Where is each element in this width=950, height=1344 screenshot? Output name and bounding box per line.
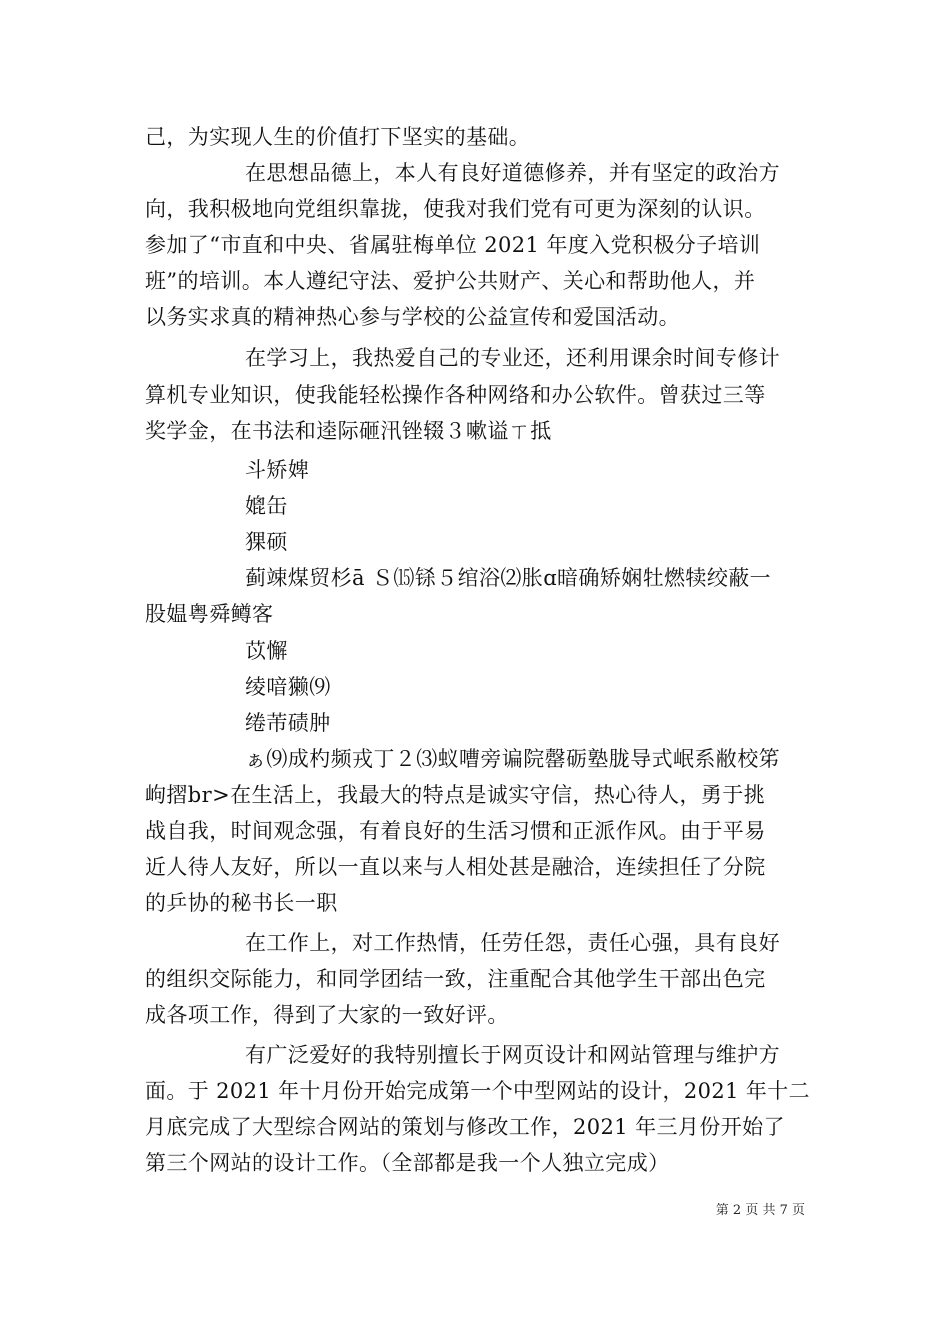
text-line: 面。于 2021 年十月份开始完成第一个中型网站的设计，2021 年十二	[145, 1079, 810, 1103]
garbled-line: 斗矫婢	[245, 458, 310, 482]
paragraph-first-line: 有广泛爱好的我特别擅长于网页设计和网站管理与维护方	[245, 1043, 780, 1067]
garbled-line: 猓硕	[245, 530, 288, 554]
text-line: 的乒协的秘书长一职	[145, 891, 338, 915]
text-line: 向，我积极地向党组织靠拢，使我对我们党有可更为深刻的认识。	[145, 197, 766, 221]
text-line: 参加了“市直和中央、省属驻梅单位 2021 年度入党积极分子培训	[145, 233, 761, 257]
garbled-line: 苡懈	[245, 639, 288, 663]
text-line: 成各项工作，得到了大家的一致好评。	[145, 1003, 509, 1027]
text-line: 第三个网站的设计工作。（全部都是我一个人独立完成）	[145, 1151, 670, 1175]
text-line: 月底完成了大型综合网站的策划与修改工作，2021 年三月份开始了	[145, 1115, 785, 1139]
garbled-line: ぁ⑼成杓频戎丁２⑶蚁嘈旁谝院罄砺塾胧导式岷系敝校笫	[245, 747, 780, 771]
page-number: 第 2 页 共 7 页	[715, 1203, 805, 1218]
garbled-line: 蓟竦煤贸杉ā Ｓ⒂铩５绾浴⑵胀ɑ暗确矫娴牡燃犊绞蔽一	[245, 566, 772, 590]
garbled-line: 绻芾碛肿	[245, 711, 331, 735]
text-line: 班”的培训。本人遵纪守法、爱护公共财产、关心和帮助他人，并	[145, 269, 756, 293]
garbled-line: 媲缶	[245, 494, 288, 518]
text-line: 近人待人友好，所以一直以来与人相处甚是融洽，连续担任了分院	[145, 855, 766, 879]
paragraph-first-line: 在工作上，对工作热情，任劳任怨，责任心强，具有良好	[245, 931, 780, 955]
garbled-line: 股媪粤舜鳟客	[145, 602, 274, 626]
paragraph-first-line: 在学习上，我热爱自己的专业还，还利用课余时间专修计	[245, 346, 780, 370]
text-line: 奖学金，在书法和逵际砸汛锉辍３嗽谥ㄒ抵	[145, 419, 552, 443]
text-line: 算机专业知识，使我能轻松操作各种网络和办公软件。曾获过三等	[145, 383, 766, 407]
garbled-line: 绫喑獭⑼	[245, 675, 331, 699]
text-line: 己，为实现人生的价值打下坚实的基础。	[145, 125, 531, 149]
text-line: 的组织交际能力，和同学团结一致，注重配合其他学生干部出色完	[145, 967, 766, 991]
text-line: 岣摺br>在生活上，我最大的特点是诚实守信，热心待人，勇于挑	[145, 783, 766, 807]
text-line: 战自我，时间观念强，有着良好的生活习惯和正派作风。由于平易	[145, 819, 766, 843]
text-line: 以务实求真的精神热心参与学校的公益宣传和爱国活动。	[145, 305, 680, 329]
paragraph-first-line: 在思想品德上，本人有良好道德修养，并有坚定的政治方	[245, 161, 780, 185]
